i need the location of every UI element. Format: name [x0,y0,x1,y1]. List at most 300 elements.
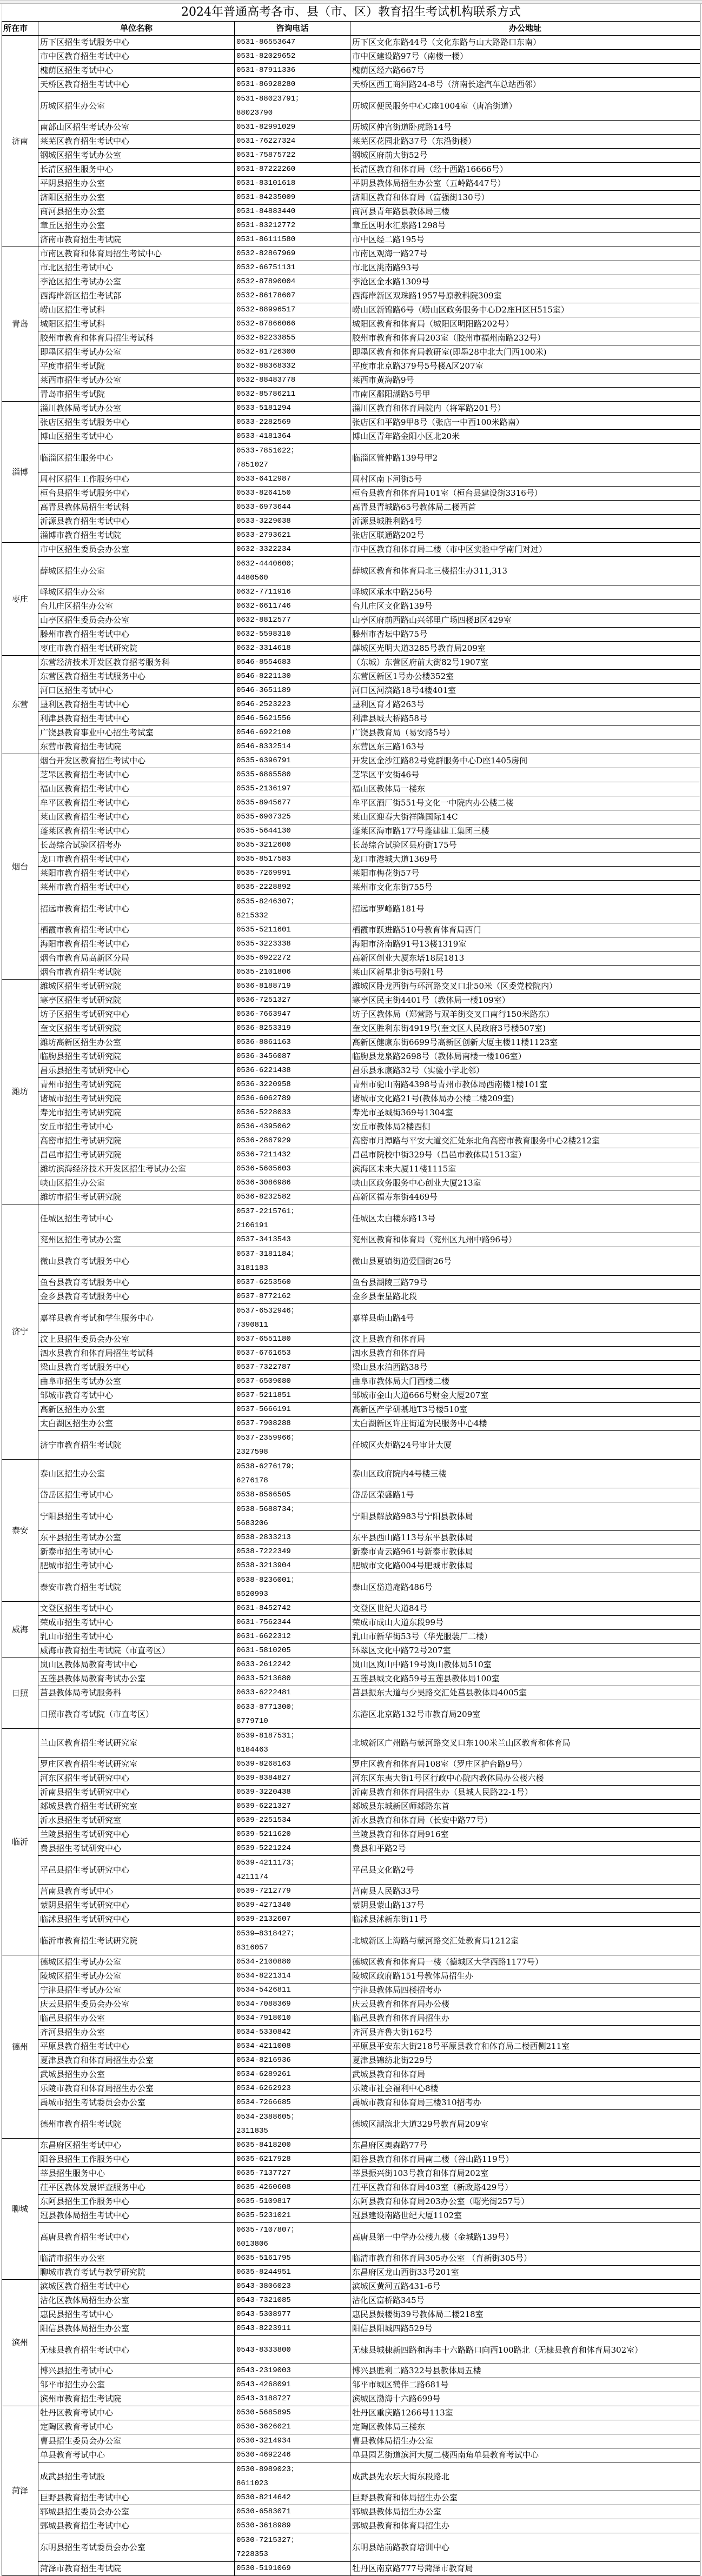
unit-name-cell[interactable]: 无棣县教育招生考试中心 [38,2336,235,2364]
address-cell[interactable]: 惠民县鼓楼街39号教体局二楼218室 [350,2308,700,2322]
phone-cell[interactable]: 0537-2215761； 2106191 [235,1204,350,1233]
phone-cell[interactable]: 0536-3086986 [235,1176,350,1190]
unit-name-cell[interactable]: 莒南县教育考试中心 [38,1885,235,1899]
address-cell[interactable]: 滨城区黄河五路431-6号 [350,2280,700,2294]
phone-cell[interactable]: 0543-8223911 [235,2322,350,2336]
unit-name-cell[interactable]: 岱岳区招生考试中心 [38,1488,235,1502]
address-cell[interactable]: 西海岸新区双珠路1957号原教科院309室 [350,289,700,303]
city-cell[interactable]: 枣庄 [2,543,38,656]
phone-cell[interactable]: 0539-5211620 [235,1828,350,1842]
unit-name-cell[interactable]: 兖州区招生考试办公室 [38,1233,235,1247]
address-cell[interactable]: 博山区青年路金阳小区北20米 [350,430,700,444]
address-cell[interactable]: 高新区健康东街6699号高新区创新大厦主楼11楼1123室 [350,1036,700,1050]
phone-cell[interactable]: 0532-81726300 [235,345,350,360]
address-cell[interactable]: 微山县夏镇街道爱国街26号 [350,1247,700,1276]
phone-cell[interactable]: 0632-6611746 [235,600,350,614]
unit-name-cell[interactable]: 威海市教育招生考试院（市直考区） [38,1644,235,1658]
phone-cell[interactable]: 0543-7321085 [235,2294,350,2308]
unit-name-cell[interactable]: 定陶区教育考试中心 [38,2420,235,2434]
unit-name-cell[interactable]: 日照市教育考试院（市直考区） [38,1700,235,1729]
address-cell[interactable]: 北城新区广州路与蒙河路交叉口东100米兰山区教育和体育局 [350,1729,700,1758]
address-cell[interactable]: 费县和平路2号 [350,1842,700,1856]
unit-name-cell[interactable]: 巨野县教育招生考试中心 [38,2491,235,2505]
unit-name-cell[interactable]: 栖霞市教育招生考试中心 [38,923,235,937]
unit-name-cell[interactable]: 沾化区教体局招生办公室 [38,2294,235,2308]
address-cell[interactable]: 罗庄区教育和体育局108室（罗庄区护台路9号） [350,1758,700,1772]
address-cell[interactable]: 钢城区府前大街52号 [350,149,700,163]
address-cell[interactable]: 招远市罗峰路181号 [350,895,700,923]
unit-name-cell[interactable]: 惠民县招生考试中心 [38,2308,235,2322]
unit-name-cell[interactable]: 沂源县教育招生考试中心 [38,515,235,529]
phone-cell[interactable]: 0632-8812577 [235,614,350,628]
unit-name-cell[interactable]: 东营经济技术开发区教育招考服务科 [38,656,235,670]
unit-name-cell[interactable]: 潍坊滨海经济技术开发区招生考试办公室 [38,1162,235,1176]
phone-cell[interactable]: 0535-2228892 [235,881,350,895]
address-cell[interactable]: 德城区湖滨北大道329号教育局209室 [350,2110,700,2139]
unit-name-cell[interactable]: 兰陵县招生考试研究中心 [38,1828,235,1842]
phone-cell[interactable]: 0536-8253319 [235,1022,350,1036]
unit-name-cell[interactable]: 临沂市教育招生考试研究院 [38,1927,235,1955]
address-cell[interactable]: 曲阜市教体局大门西楼二楼 [350,1375,700,1389]
unit-name-cell[interactable]: 东营市教育招生考试院 [38,740,235,754]
phone-cell[interactable]: 0538-8566505 [235,1488,350,1502]
unit-name-cell[interactable]: 海阳市教育招生考试中心 [38,937,235,951]
address-cell[interactable]: 安丘市教体局2楼西侧 [350,1120,700,1134]
address-cell[interactable]: 平邑县文化路2号 [350,1856,700,1885]
unit-name-cell[interactable]: 高密市招生考试研究院 [38,1134,235,1148]
city-cell[interactable]: 淄博 [2,402,38,543]
address-cell[interactable]: 五莲县城文化路59号五莲县教体局100室 [350,1672,700,1686]
address-cell[interactable]: 定陶区教体局三楼东 [350,2420,700,2434]
phone-cell[interactable]: 0536-7251327 [235,994,350,1008]
address-cell[interactable]: （东城）东营区府前大街82号1907室 [350,656,700,670]
unit-name-cell[interactable]: 山亭区招生委员会办公室 [38,614,235,628]
address-cell[interactable]: 薛城区光明大道3285号教育局209室 [350,642,700,656]
address-cell[interactable]: 峄城区承水中路256号 [350,585,700,600]
unit-name-cell[interactable]: 宁阳县招生考试中心 [38,1502,235,1531]
unit-name-cell[interactable]: 茌平区教体发展评查服务中心 [38,2181,235,2195]
address-cell[interactable]: 临邑县教育和体育局招生办 [350,2012,700,2026]
unit-name-cell[interactable]: 平阴县招生办公室 [38,177,235,191]
address-cell[interactable]: 莱州市文化东街755号 [350,881,700,895]
address-cell[interactable]: 寿光市圣城街369号1304室 [350,1106,700,1120]
address-cell[interactable]: 长岛综合试验区县府街175号 [350,838,700,853]
address-cell[interactable]: 嘉祥县萌山路4号 [350,1304,700,1333]
unit-name-cell[interactable]: 城阳区招生考试科 [38,317,235,331]
unit-name-cell[interactable]: 青州市招生考试研究院 [38,1078,235,1092]
phone-cell[interactable]: 0631-6622312 [235,1630,350,1644]
unit-name-cell[interactable]: 市中区招生委员会办公室 [38,543,235,557]
phone-cell[interactable]: 0535-6396791 [235,754,350,768]
phone-cell[interactable]: 0546-6922100 [235,726,350,740]
phone-cell[interactable]: 0535-2136197 [235,782,350,796]
phone-cell[interactable]: 0538-7222349 [235,1545,350,1559]
phone-cell[interactable]: 0632-7711916 [235,585,350,600]
unit-name-cell[interactable]: 文登区招生考试中心 [38,1602,235,1616]
unit-name-cell[interactable]: 垦利区教育招生考试中心 [38,698,235,712]
phone-cell[interactable]: 0530-3618989 [235,2519,350,2533]
unit-name-cell[interactable]: 李沧区招生考试办公室 [38,275,235,289]
phone-cell[interactable]: 0635-8418200 [235,2139,350,2153]
address-cell[interactable]: 市南区鄱阳湖路5号甲 [350,388,700,402]
unit-name-cell[interactable]: 鱼台县教育考试服务中心 [38,1276,235,1290]
phone-cell[interactable]: 0531-83101618 [235,177,350,191]
address-cell[interactable]: 奎文区胜利东街4919号(奎文区人民政府3号楼507室) [350,1022,700,1036]
unit-name-cell[interactable]: 博兴县招生考试中心 [38,2364,235,2378]
phone-cell[interactable]: 0534-8216936 [235,2054,350,2068]
page-title[interactable]: 2024年普通高考各市、县（市、区）教育招生考试机构联系方式 [2,3,700,22]
unit-name-cell[interactable]: 烟台开发区教育招生考试中心 [38,754,235,768]
phone-cell[interactable]: 0635-4260608 [235,2181,350,2195]
phone-cell[interactable]: 0530-5191069 [235,2562,350,2576]
address-cell[interactable]: 乐陵市社会福利中心8楼 [350,2082,700,2096]
unit-name-cell[interactable]: 任城区招生考试中心 [38,1204,235,1233]
phone-cell[interactable]: 0534-7918010 [235,2012,350,2026]
address-cell[interactable]: 利津县城大桥路58号 [350,712,700,726]
phone-cell[interactable]: 0531-87222260 [235,163,350,177]
unit-name-cell[interactable]: 平原县教育招生考试中心 [38,2040,235,2054]
phone-cell[interactable]: 0530-4692246 [235,2448,350,2462]
unit-name-cell[interactable]: 嘉祥县教育考试和学生服务中心 [38,1304,235,1333]
address-cell[interactable]: 新泰市青云路961号新泰市教体局 [350,1545,700,1559]
address-cell[interactable]: 宁阳县解放路983号宁阳县教体局 [350,1502,700,1531]
phone-cell[interactable]: 0531-86111580 [235,233,350,247]
phone-cell[interactable]: 0539-8187531； 8184463 [235,1729,350,1758]
phone-cell[interactable]: 0539-3220438 [235,1786,350,1800]
address-cell[interactable]: 齐河县齐鲁大街162号 [350,2026,700,2040]
unit-name-cell[interactable]: 蒙阴县招生考试研究中心 [38,1899,235,1913]
unit-name-cell[interactable]: 博山区招生考试中心 [38,430,235,444]
unit-name-cell[interactable]: 兰山区教育招生考试研究室 [38,1729,235,1758]
phone-cell[interactable]: 0633-8771300； 8779710 [235,1700,350,1729]
unit-name-cell[interactable]: 滨城区教育招生考试中心 [38,2280,235,2294]
address-cell[interactable]: 环翠区文化中路72号207室 [350,1644,700,1658]
phone-cell[interactable]: 0635-7107807； 6013806 [235,2223,350,2252]
unit-name-cell[interactable]: 罗庄区教育招生考试研究室 [38,1758,235,1772]
address-cell[interactable]: 阳谷县教育和体育局南二楼（谷山路119号） [350,2153,700,2167]
phone-cell[interactable]: 0536-2867929 [235,1134,350,1148]
phone-cell[interactable]: 0531-84235009 [235,191,350,205]
unit-name-cell[interactable]: 莱州市教育招生考试中心 [38,881,235,895]
unit-name-cell[interactable]: 利津县教育招生考试中心 [38,712,235,726]
address-cell[interactable]: 沾化区富桥路345号 [350,2294,700,2308]
phone-cell[interactable]: 0538-2833213 [235,1531,350,1545]
unit-name-cell[interactable]: 河东区招生考试研究中心 [38,1772,235,1786]
phone-cell[interactable]: 0531-76227324 [235,135,350,149]
phone-cell[interactable]: 0535-5211601 [235,923,350,937]
address-cell[interactable]: 开发区金沙江路82号党群服务中心D座1405房间 [350,754,700,768]
address-cell[interactable]: 平原县平安东大街218号平原县教育和体育局二楼西侧211室 [350,2040,700,2054]
unit-name-cell[interactable]: 高青县教体局招生考试科 [38,501,235,515]
phone-cell[interactable]: 0534-7088369 [235,1998,350,2012]
unit-name-cell[interactable]: 济宁市教育招生考试院 [38,1431,235,1460]
address-cell[interactable]: 历下区文化东路44号（文化东路与山大路路口东南） [350,36,700,50]
phone-cell[interactable]: 0537-8772162 [235,1290,350,1304]
unit-name-cell[interactable]: 即墨区招生考试办公室 [38,345,235,360]
unit-name-cell[interactable]: 奎文区招生考试研究院 [38,1022,235,1036]
address-cell[interactable]: 任城区太白楼东路13号 [350,1204,700,1233]
phone-cell[interactable]: 0536-8861163 [235,1036,350,1050]
phone-cell[interactable]: 0531-82991029 [235,121,350,135]
unit-name-cell[interactable]: 昌乐县招生考试研究中心 [38,1064,235,1078]
address-cell[interactable]: 沂源县城胜利路4号 [350,515,700,529]
unit-name-cell[interactable]: 梁山县教育考试服务中心 [38,1361,235,1375]
unit-name-cell[interactable]: 河口区招生考试中心 [38,684,235,698]
unit-name-cell[interactable]: 曲阜市招生考试办公室 [38,1375,235,1389]
phone-cell[interactable]: 0532-87866066 [235,317,350,331]
phone-cell[interactable]: 0532-86178607 [235,289,350,303]
phone-cell[interactable]: 0539-8268163 [235,1758,350,1772]
unit-name-cell[interactable]: 峄城区招生办公室 [38,585,235,600]
unit-name-cell[interactable]: 安丘市招生考试中心 [38,1120,235,1134]
unit-name-cell[interactable]: 长清区招生服务中心 [38,163,235,177]
address-cell[interactable]: 城阳区教育和体育局（城阳区明阳路202号） [350,317,700,331]
unit-name-cell[interactable]: 平邑县招生考试研究中心 [38,1856,235,1885]
unit-name-cell[interactable]: 成武县招生考试股 [38,2462,235,2491]
phone-cell[interactable]: 0533-6973644 [235,501,350,515]
phone-cell[interactable]: 0546-5621556 [235,712,350,726]
phone-cell[interactable]: 0532-88483778 [235,374,350,388]
unit-name-cell[interactable]: 聊城市教育考试与教学研究院 [38,2266,235,2280]
unit-name-cell[interactable]: 汶上县招生委员会办公室 [38,1333,235,1347]
phone-cell[interactable]: 0538-8236001； 8520993 [235,1573,350,1602]
unit-name-cell[interactable]: 莱芜区教育招生考试中心 [38,135,235,149]
unit-name-cell[interactable]: 历下区招生考试服务中心 [38,36,235,50]
address-cell[interactable]: 东港区北京路132号市教育局209室 [350,1700,700,1729]
unit-name-cell[interactable]: 潍城区招生考试研究院 [38,980,235,994]
unit-name-cell[interactable]: 东平县招生考试办公室 [38,1531,235,1545]
unit-name-cell[interactable]: 东阿县招生工作服务中心 [38,2195,235,2209]
address-cell[interactable]: 莱山区迎春大街祥隆国际14C [350,810,700,824]
phone-cell[interactable]: 0537-6532946； 7390811 [235,1304,350,1333]
address-cell[interactable]: 太白湖新区许庄街道为民服务中心4楼 [350,1417,700,1431]
phone-cell[interactable]: 0530-8214642 [235,2491,350,2505]
phone-cell[interactable]: 0534-7266685 [235,2096,350,2110]
unit-name-cell[interactable]: 枣庄市教育招生考试研究院 [38,642,235,656]
city-cell[interactable]: 临沂 [2,1729,38,1955]
unit-name-cell[interactable]: 历城区招生办公室 [38,92,235,121]
phone-cell[interactable]: 0538-6276179； 6276178 [235,1460,350,1488]
phone-cell[interactable]: 0533-7851022； 7851027 [235,444,350,472]
unit-name-cell[interactable]: 泰安市教育招生考试院 [38,1573,235,1602]
phone-cell[interactable]: 0539-6221327 [235,1800,350,1814]
unit-name-cell[interactable]: 潍坊高新区招生办公室 [38,1036,235,1050]
address-cell[interactable]: 任城区火炬路24号审计大厦 [350,1431,700,1460]
phone-cell[interactable]: 0536-5228033 [235,1106,350,1120]
unit-name-cell[interactable]: 钢城区招生考试办公室 [38,149,235,163]
address-cell[interactable]: 沂水县教育和体育局（长安中路77号） [350,1814,700,1828]
unit-name-cell[interactable]: 薛城区招生办公室 [38,557,235,585]
unit-name-cell[interactable]: 沂水县招生考试研究室 [38,1814,235,1828]
unit-name-cell[interactable]: 东营区教育招生考试服务中心 [38,670,235,684]
unit-name-cell[interactable]: 德城区招生考试办公室 [38,1955,235,1969]
unit-name-cell[interactable]: 单县教育考试中心 [38,2448,235,2462]
address-cell[interactable]: 邹平市城区鹤伴二路681号 [350,2378,700,2392]
unit-name-cell[interactable]: 西海岸新区招生考试部 [38,289,235,303]
address-cell[interactable]: 台儿庄区文化路139号 [350,600,700,614]
unit-name-cell[interactable]: 庆云县招生委员会办公室 [38,1998,235,2012]
address-cell[interactable]: 张店区和平路9甲8号（张店一中西100米路南） [350,416,700,430]
address-cell[interactable]: 临淄区管仲路139号甲2 [350,444,700,472]
unit-name-cell[interactable]: 市中区教育招生考试中心 [38,50,235,64]
phone-cell[interactable]: 0530-6583071 [235,2505,350,2519]
address-cell[interactable]: 崂山区新锦路6号（崂山区政务服务中心D2座H区H515室） [350,303,700,317]
address-cell[interactable]: 诸城市文化路21号(教体局办公楼二楼209室) [350,1092,700,1106]
phone-cell[interactable]: 0536-7211432 [235,1148,350,1162]
phone-cell[interactable]: 0534-5330842 [235,2026,350,2040]
address-cell[interactable]: 禹城市教育和体育局三楼310招考办 [350,2096,700,2110]
phone-cell[interactable]: 0534-2100880 [235,1955,350,1969]
address-cell[interactable]: 兖州区教育和体育局（兖州区九州中路96号） [350,1233,700,1247]
phone-cell[interactable]: 0635-6217928 [235,2153,350,2167]
unit-name-cell[interactable]: 夏津县教育和体育局招生办公室 [38,2054,235,2068]
address-cell[interactable]: 高青县青城路65号教体局二楼西首 [350,501,700,515]
unit-name-cell[interactable]: 福山区教育招生考试中心 [38,782,235,796]
address-cell[interactable]: 垦利区育才路263号 [350,698,700,712]
column-header-phone[interactable]: 咨询电话 [235,22,350,36]
address-cell[interactable]: 东明县站前路教育培训中心 [350,2533,700,2562]
address-cell[interactable]: 芝罘区平安街46号 [350,768,700,782]
address-cell[interactable]: 市中区教育和体育局二楼（市中区实验中学南门对过） [350,543,700,557]
address-cell[interactable]: 兰陵县教育和体育局916室 [350,1828,700,1842]
phone-cell[interactable]: 0539-7212779 [235,1885,350,1899]
address-cell[interactable]: 乳山市新华街53号（华光服装厂二楼） [350,1630,700,1644]
phone-cell[interactable]: 0543-4268091 [235,2378,350,2392]
phone-cell[interactable]: 0546-2523223 [235,698,350,712]
phone-cell[interactable]: 0531-88023791； 88023790 [235,92,350,121]
phone-cell[interactable]: 0533-3229038 [235,515,350,529]
phone-cell[interactable]: 0632-4440600； 4480560 [235,557,350,585]
address-cell[interactable]: 郓城县教体局招生办公室 [350,2505,700,2519]
address-cell[interactable]: 泗水县教育和体育局 [350,1347,700,1361]
phone-cell[interactable]: 0635-5231021 [235,2209,350,2223]
unit-name-cell[interactable]: 烟台市教育局高新区分局 [38,951,235,966]
address-cell[interactable]: 曹县教体局招生办公室 [350,2434,700,2448]
phone-cell[interactable]: 0632-5598310 [235,628,350,642]
address-cell[interactable]: 昌邑市院校中街329号（昌邑市教体局1513室） [350,1148,700,1162]
phone-cell[interactable]: 0539—8318427； 8316057 [235,1927,350,1955]
city-cell[interactable]: 东营 [2,656,38,754]
unit-name-cell[interactable]: 岚山区教体局教育考试中心 [38,1658,235,1672]
address-cell[interactable]: 东昌府区龙山西街33号201室 [350,2266,700,2280]
address-cell[interactable]: 东昌府区奥森路77号 [350,2139,700,2153]
unit-name-cell[interactable]: 章丘区招生办公室 [38,219,235,233]
unit-name-cell[interactable]: 青岛市招生考试院 [38,388,235,402]
city-cell[interactable]: 威海 [2,1602,38,1658]
address-cell[interactable]: 桓台县教育和体育局101室（桓台县建设街3316号） [350,487,700,501]
address-cell[interactable]: 槐荫区经六路667号 [350,64,700,78]
unit-name-cell[interactable]: 肥城市招生考试中心 [38,1559,235,1573]
address-cell[interactable]: 山亭区府前西路山兴邻里广场四楼B区429室 [350,614,700,628]
unit-name-cell[interactable]: 龙口市教育招生考试中心 [38,853,235,867]
unit-name-cell[interactable]: 郯城县教育招生考试研究室 [38,1800,235,1814]
unit-name-cell[interactable]: 曹县招生委员会办公室 [38,2434,235,2448]
unit-name-cell[interactable]: 太白湖区招生办公室 [38,1417,235,1431]
phone-cell[interactable]: 0534-6289261 [235,2068,350,2082]
address-cell[interactable]: 张店区联通路202号 [350,529,700,543]
city-cell[interactable]: 烟台 [2,754,38,980]
address-cell[interactable]: 沂南县教育和体育局招生办（县城人民路22-1号） [350,1786,700,1800]
phone-cell[interactable]: 0537-6551180 [235,1333,350,1347]
unit-name-cell[interactable]: 济南市教育招生考试院 [38,233,235,247]
phone-cell[interactable]: 0546-8221130 [235,670,350,684]
phone-cell[interactable]: 0535-6922272 [235,951,350,966]
phone-cell[interactable]: 0537-6253560 [235,1276,350,1290]
address-cell[interactable]: 鄄城县教育和体育局招生办 [350,2519,700,2533]
phone-cell[interactable]: 0635-8244951 [235,2266,350,2280]
phone-cell[interactable]: 0534-8221314 [235,1969,350,1983]
unit-name-cell[interactable]: 泰山区招生办公室 [38,1460,235,1488]
unit-name-cell[interactable]: 临清市招生办公室 [38,2252,235,2266]
phone-cell[interactable]: 0539-2132607 [235,1913,350,1927]
phone-cell[interactable]: 0543-8333800 [235,2336,350,2364]
address-cell[interactable]: 高新区产学研基地T3号楼510室 [350,1403,700,1417]
address-cell[interactable]: 峡山区政务服务中心创业大厦213室 [350,1176,700,1190]
address-cell[interactable]: 市中区经二路195号 [350,233,700,247]
unit-name-cell[interactable]: 周村区招生工作服务中心 [38,472,235,487]
unit-name-cell[interactable]: 宁津县招生考试办公室 [38,1983,235,1998]
phone-cell[interactable]: 0635-5109817 [235,2195,350,2209]
address-cell[interactable]: 高密市月潭路与平安大道交汇处东北角高密市教育服务中心2楼212室 [350,1134,700,1148]
phone-cell[interactable]: 0536-8232582 [235,1190,350,1204]
address-cell[interactable]: 长清区教育和体育局（经十西路16666号） [350,163,700,177]
phone-cell[interactable]: 0537-6509080 [235,1375,350,1389]
address-cell[interactable]: 金乡县奎星路北段 [350,1290,700,1304]
phone-cell[interactable]: 0632-3322234 [235,543,350,557]
city-cell[interactable]: 泰安 [2,1460,38,1602]
address-cell[interactable]: 陵城区政府路151号教体局招生办 [350,1969,700,1983]
unit-name-cell[interactable]: 芝罘区教育招生考试中心 [38,768,235,782]
address-cell[interactable]: 博兴县胜利二路322号县教体局五楼 [350,2364,700,2378]
phone-cell[interactable]: 0531-84883440 [235,205,350,219]
unit-name-cell[interactable]: 牡丹区教育考试中心 [38,2406,235,2420]
unit-name-cell[interactable]: 平度市招生考试院 [38,360,235,374]
address-cell[interactable]: 莒南县人民路33号 [350,1885,700,1899]
phone-cell[interactable]: 0536-4395062 [235,1120,350,1134]
unit-name-cell[interactable]: 桓台县招生考试服务中心 [38,487,235,501]
address-cell[interactable]: 天桥区西工商河路24-8号（济南长途汽车总站西邻） [350,78,700,92]
phone-cell[interactable]: 0631-7562344 [235,1616,350,1630]
address-cell[interactable]: 东阿县教育和体育局203办公室（曙光街257号） [350,2195,700,2209]
unit-name-cell[interactable]: 莱阳市教育招生考试中心 [38,867,235,881]
address-cell[interactable]: 河东区东夷大街1号区行政中心院内教体局办公楼六楼 [350,1772,700,1786]
column-header-city[interactable]: 所在市 [2,22,38,36]
address-cell[interactable]: 肥城市文化路004号肥城市教体局 [350,1559,700,1573]
unit-name-cell[interactable]: 蓬莱区教育招生考试中心 [38,824,235,838]
phone-cell[interactable]: 0537-5666191 [235,1403,350,1417]
phone-cell[interactable]: 0533-6412987 [235,472,350,487]
unit-name-cell[interactable]: 崂山区招生考试科 [38,303,235,317]
address-cell[interactable]: 泰山区岱道庵路486号 [350,1573,700,1602]
unit-name-cell[interactable]: 滕州市教育招生考试中心 [38,628,235,642]
phone-cell[interactable]: 0537-7322787 [235,1361,350,1375]
address-cell[interactable]: 李沧区金水路1309号 [350,275,700,289]
unit-name-cell[interactable]: 泗水县教育和体育局招生考试科 [38,1347,235,1361]
unit-name-cell[interactable]: 鄄城县教育招生考试中心 [38,2519,235,2533]
phone-cell[interactable]: 0535-2101806 [235,966,350,980]
phone-cell[interactable]: 0539-5221224 [235,1842,350,1856]
city-cell[interactable]: 济宁 [2,1204,38,1460]
address-cell[interactable]: 高新区福寿东街4469号 [350,1190,700,1204]
address-cell[interactable]: 河口区河滨路18号4楼401室 [350,684,700,698]
unit-name-cell[interactable]: 邹平市招生办公室 [38,2378,235,2392]
address-cell[interactable]: 滕州市杏坛中路75号 [350,628,700,642]
address-cell[interactable]: 高唐县第一中学办公楼九楼（金城路139号） [350,2223,700,2252]
phone-cell[interactable]: 0535-5644130 [235,824,350,838]
phone-cell[interactable]: 0530-3214934 [235,2434,350,2448]
address-cell[interactable]: 东平县西山路113号东平县教体局 [350,1531,700,1545]
phone-cell[interactable]: 0532-82867969 [235,247,350,261]
